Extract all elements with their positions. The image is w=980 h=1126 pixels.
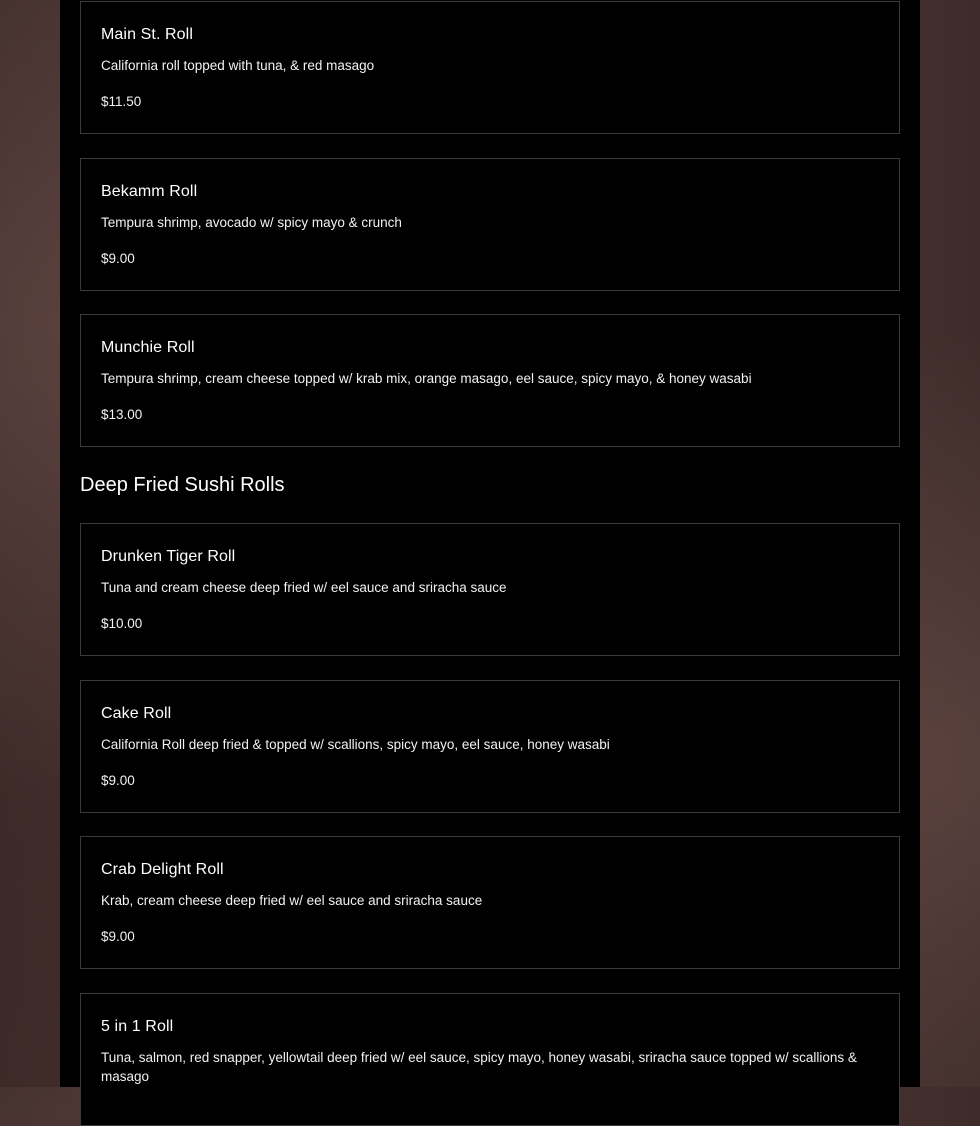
menu-item-card	[80, 158, 900, 291]
menu-item-price: $13.00	[101, 407, 143, 422]
menu-item-description: California Roll deep fried & topped w/ scallions, spicy mayo, eel sauce, honey wasabi	[101, 737, 610, 752]
menu-item-card	[80, 993, 900, 1126]
menu-item-name: Munchie Roll	[101, 339, 195, 356]
menu-item-description: Tuna and cream cheese deep fried w/ eel sauce and sriracha sauce	[101, 580, 507, 595]
menu-item-description: California roll topped with tuna, & red masago	[101, 58, 375, 73]
menu-item-price: $9.00	[101, 929, 135, 944]
menu-item-description: Tempura shrimp, avocado w/ spicy mayo & crunch	[101, 215, 402, 230]
menu-item-price: $9.00	[101, 251, 135, 266]
menu-item-name: 5 in 1 Roll	[101, 1018, 174, 1035]
menu-item-card	[80, 1, 900, 134]
menu-item-price: $10.00	[101, 616, 143, 631]
menu-item-price: $9.00	[101, 773, 135, 788]
menu-item-name: Cake Roll	[101, 705, 172, 722]
menu-item-name: Drunken Tiger Roll	[101, 548, 236, 565]
menu-item-description: Tuna, salmon, red snapper, yellowtail deep fried w/ eel sauce, spicy mayo, honey wasabi, sriracha sauce topped w/ scallions & masago	[101, 1050, 857, 1084]
menu-item-price: $11.50	[101, 94, 142, 109]
section-title: Deep Fried Sushi Rolls	[80, 474, 285, 496]
menu-item-card	[80, 314, 900, 447]
menu-item-name: Main St. Roll	[101, 26, 193, 43]
menu-item-description: Tempura shrimp, cream cheese topped w/ krab mix, orange masago, eel sauce, spicy mayo, & honey wasabi	[101, 371, 752, 386]
menu-item-name: Bekamm Roll	[101, 183, 198, 200]
menu-item-card	[80, 680, 900, 813]
menu-item-name: Crab Delight Roll	[101, 861, 224, 878]
menu-item-card	[80, 836, 900, 969]
menu-item-card	[80, 523, 900, 656]
menu-item-description: Krab, cream cheese deep fried w/ eel sauce and sriracha sauce	[101, 893, 483, 908]
